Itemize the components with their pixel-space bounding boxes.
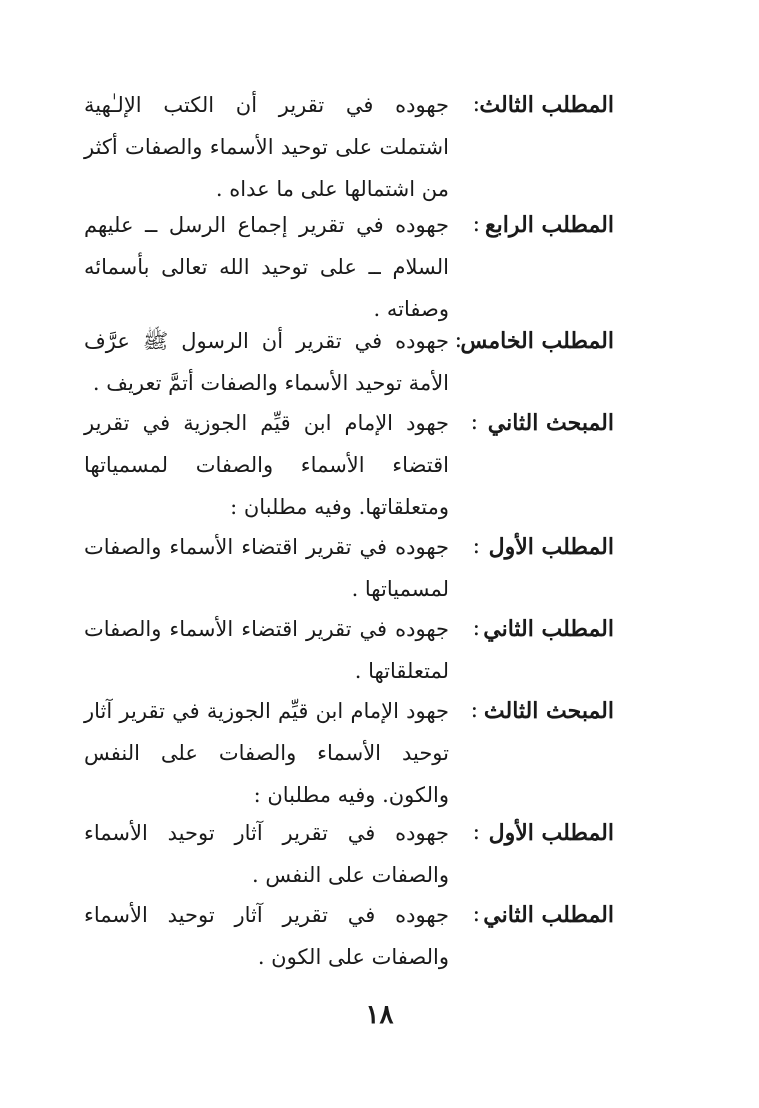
toc-entry-matlab-3 bbox=[84, 84, 614, 210]
toc-entry-mabhath-2 bbox=[84, 402, 614, 528]
toc-entry-mabhath-3 bbox=[84, 690, 614, 816]
entry-colon: : bbox=[472, 534, 480, 559]
entry-text: جهوده في تقرير اقتضاء الأسماء والصفات لمسمياتها . bbox=[84, 535, 449, 601]
entry-text: جهوده في تقرير أن الرسول ﷺ عرَّف الأمة توحيد الأسماء والصفات أتمَّ تعريف . bbox=[84, 329, 449, 395]
toc-entry-matlab-2b bbox=[84, 894, 614, 978]
entry-text: جهوده في تقرير إجماع الرسل ــ عليهم السلام ــ على توحيد الله تعالى بأسمائه وصفاته . bbox=[84, 213, 449, 321]
entry-colon: : bbox=[470, 410, 478, 435]
entry-text: جهوده في تقرير آثار توحيد الأسماء والصفات على النفس . bbox=[84, 821, 449, 887]
entry-label: المطلب الثاني bbox=[483, 616, 614, 642]
entry-label: المبحث الثاني bbox=[487, 410, 614, 436]
entry-label: المطلب الثالث bbox=[479, 92, 614, 118]
entry-text: جهوده في تقرير أن الكتب الإلـٰهية اشتملت على توحيد الأسماء والصفات أكثر من اشتمالها على ما عداه . bbox=[84, 93, 449, 201]
entry-label: المطلب الخامس bbox=[460, 328, 614, 354]
toc-entry-matlab-5 bbox=[84, 320, 614, 404]
entry-colon: : bbox=[472, 92, 480, 117]
entry-colon: : bbox=[472, 616, 480, 641]
entry-label: المبحث الثالث bbox=[483, 698, 614, 724]
entry-colon: : bbox=[472, 902, 480, 927]
entry-text: جهود الإمام ابن قيِّم الجوزية في تقرير آثار توحيد الأسماء والصفات على النفس والكون. وفيه مطلبان : bbox=[84, 699, 449, 807]
entry-text: جهوده في تقرير آثار توحيد الأسماء والصفات على الكون . bbox=[84, 903, 449, 969]
toc-entry-matlab-1a bbox=[84, 526, 614, 610]
toc-entry-matlab-4 bbox=[84, 204, 614, 330]
entry-label: المطلب الأول bbox=[488, 820, 614, 846]
entry-colon: : bbox=[454, 328, 462, 353]
entry-label: المطلب الرابع bbox=[484, 212, 614, 238]
entry-label: المطلب الثاني bbox=[483, 902, 614, 928]
entry-label: المطلب الأول bbox=[488, 534, 614, 560]
entry-text: جهود الإمام ابن قيِّم الجوزية في تقرير اقتضاء الأسماء والصفات لمسمياتها ومتعلقاتها. وفيه مطلبان : bbox=[84, 411, 449, 519]
entry-text: جهوده في تقرير اقتضاء الأسماء والصفات لمتعلقاتها . bbox=[84, 617, 449, 683]
page-number: ١٨ bbox=[365, 1000, 394, 1030]
entry-colon: : bbox=[470, 698, 478, 723]
toc-entry-matlab-1b bbox=[84, 812, 614, 896]
toc-entry-matlab-2a bbox=[84, 608, 614, 692]
entry-colon: : bbox=[472, 820, 480, 845]
entry-colon: : bbox=[472, 212, 480, 237]
